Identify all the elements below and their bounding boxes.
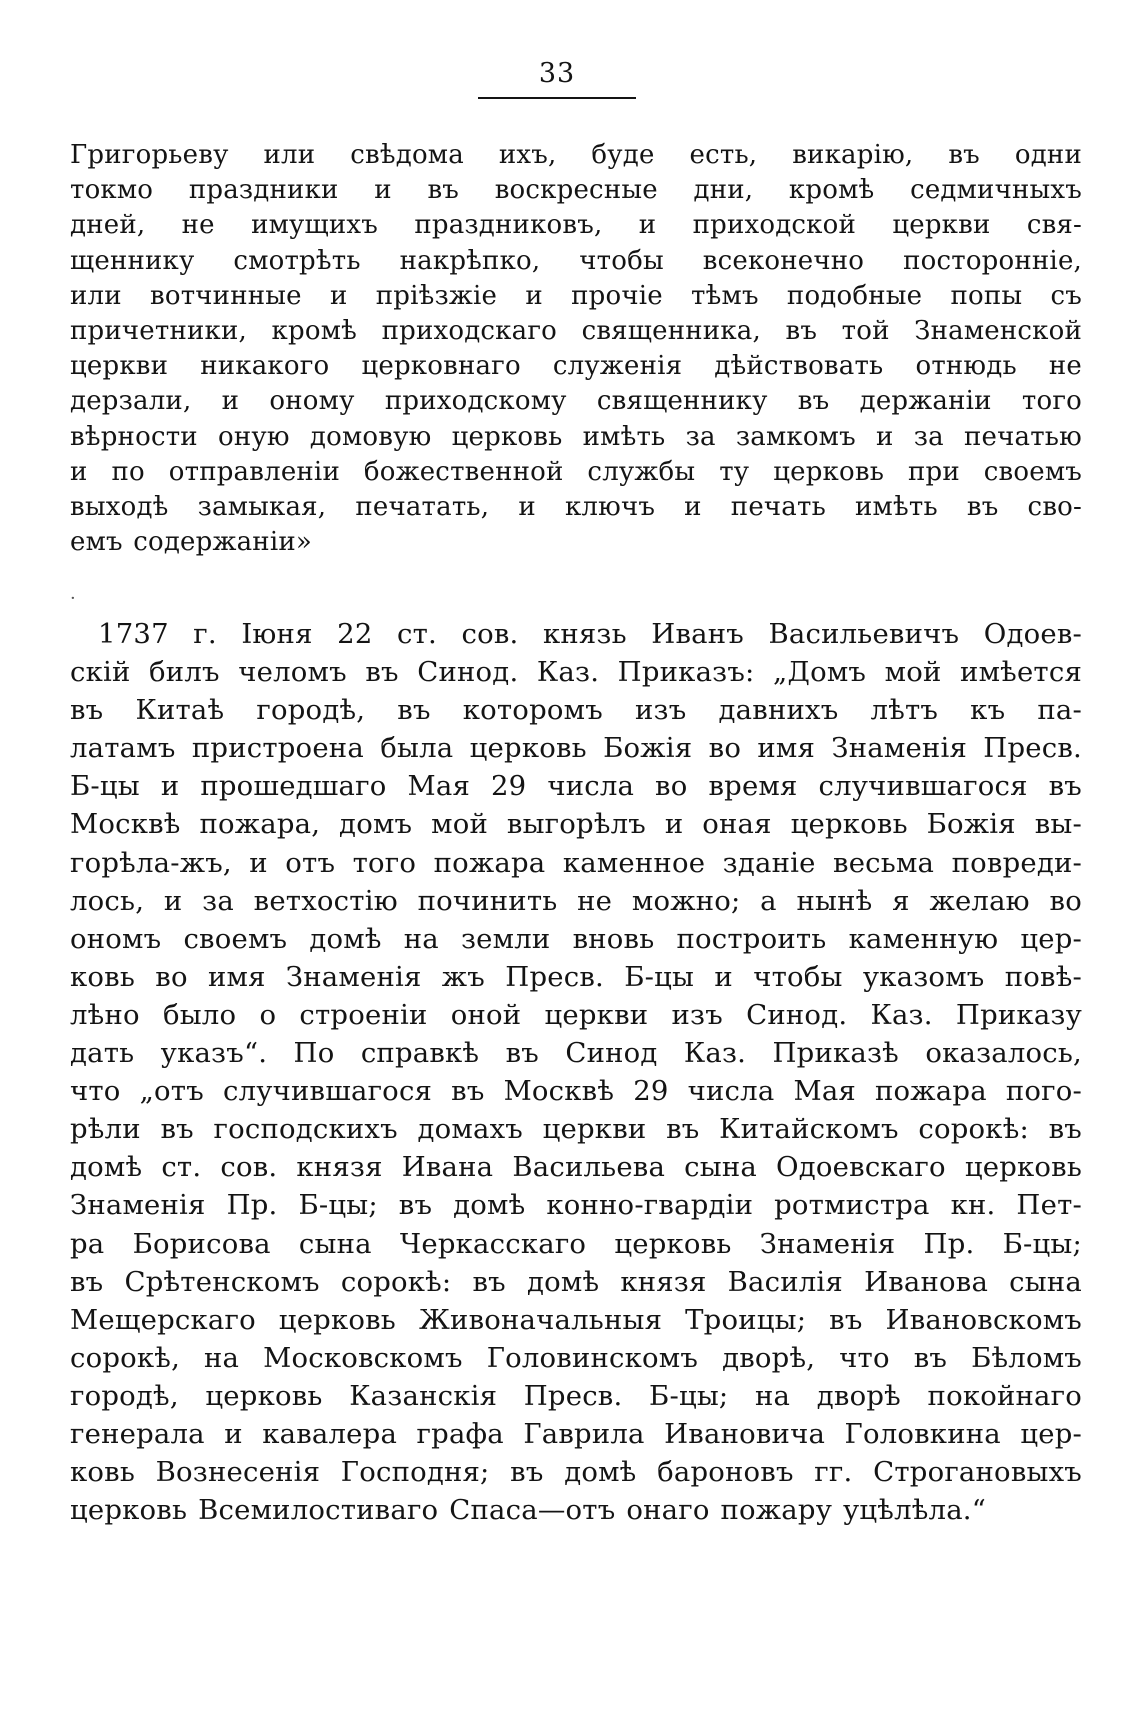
text-line: дней, не имущихъ праздниковъ, и приходской церкви свя- <box>70 210 1082 241</box>
text-line: или вотчинные и пріѣзжіе и прочіе тѣмъ подобные попы съ <box>70 280 1082 311</box>
text-line: емъ содержаніи» <box>70 527 312 558</box>
text-line: Б-цы и прошедшаго Мая 29 числа во время случившагося въ <box>70 770 1082 803</box>
text-line: ковь во имя Знаменія жъ Пресв. Б-цы и чтобы указомъ повѣ- <box>70 960 1082 993</box>
text-line: выходѣ замыкая, печатать, и ключъ и печать имѣть въ сво- <box>70 492 1082 523</box>
text-line: и по отправленіи божественной службы ту церковь при своемъ <box>70 456 1082 487</box>
text-line: 1737 г. Іюня 22 ст. сов. князь Иванъ Васильевичъ Одоев- <box>98 618 1082 650</box>
text-line: сорокѣ, на Московскомъ Головинскомъ дворѣ, что въ Бѣломъ <box>70 1341 1082 1374</box>
text-line: скій билъ челомъ въ Синод. Каз. Приказъ: „Домъ мой имѣется <box>70 656 1082 689</box>
text-line: Знаменія Пр. Б-цы; въ домѣ конно-гвардіи ротмистра кн. Пет- <box>70 1189 1082 1222</box>
paragraph-2 <box>70 615 1082 1529</box>
text-line: церковь Всемилостиваго Спаса—отъ онаго пожару уцѣлѣла.“ <box>70 1494 986 1527</box>
text-line: лось, и за ветхостію починить не можно; а нынѣ я желаю во <box>70 884 1082 917</box>
text-line: дерзали, и оному приходскому священнику въ держаніи того <box>70 386 1082 417</box>
text-line: что „отъ случившагося въ Москвѣ 29 числа Мая пожара пого- <box>70 1075 1082 1108</box>
text-line: латамъ пристроена была церковь Божія во имя Знаменія Пресв. <box>70 732 1082 765</box>
text-line: городѣ, церковь Казанскія Пресв. Б-цы; на дворѣ покойнаго <box>70 1379 1082 1412</box>
text-line: рѣли въ господскихъ домахъ церкви въ Китайскомъ сорокѣ: въ <box>70 1113 1082 1146</box>
text-line: лѣно было о строеніи оной церкви изъ Синод. Каз. Приказу <box>70 998 1082 1031</box>
text-line: въ Срѣтенскомъ сорокѣ: въ домѣ князя Василія Иванова сына <box>70 1265 1082 1298</box>
text-line: причетники, кромѣ приходскаго священника, въ той Знаменской <box>70 316 1082 347</box>
paragraph-1 <box>70 138 1082 560</box>
page-number-rule <box>478 97 636 99</box>
text-line: Москвѣ пожара, домъ мой выгорѣлъ и оная церковь Божія вы- <box>70 808 1082 841</box>
text-line: Григорьеву или свѣдома ихъ, буде есть, викарію, въ одни <box>70 140 1082 170</box>
text-line: щеннику смотрѣть накрѣпко, чтобы всеконечно посторонніе, <box>70 245 1082 276</box>
text-line: ономъ своемъ домѣ на земли вновь построить каменную цер- <box>70 922 1082 955</box>
text-line: ковь Вознесенія Господня; въ домѣ бароновъ гг. Строгановыхъ <box>70 1456 1082 1489</box>
text-line: горѣла-жъ, и отъ того пожара каменное зданіе весьма повреди- <box>70 846 1082 879</box>
page-number: 33 <box>538 58 576 89</box>
text-line: Мещерскаго церковь Живоначальныя Троицы; въ Ивановскомъ <box>70 1303 1082 1336</box>
ink-speck: · <box>70 588 76 609</box>
text-line: токмо праздники и въ воскресные дни, кромѣ седмичныхъ <box>70 175 1082 206</box>
text-line: домѣ ст. сов. князя Ивана Васильева сына Одоевскаго церковь <box>70 1151 1082 1184</box>
text-line: въ Китаѣ городѣ, въ которомъ изъ давнихъ лѣтъ къ па- <box>70 694 1082 727</box>
text-line: дать указъ“. По справкѣ въ Синод Каз. Приказѣ оказалось, <box>70 1037 1082 1070</box>
text-line: ра Борисова сына Черкасскаго церковь Знаменія Пр. Б-цы; <box>70 1227 1082 1260</box>
text-line: генерала и кавалера графа Гаврила Ивановича Головкина цер- <box>70 1417 1082 1450</box>
text-line: вѣрности оную домовую церковь имѣть за замкомъ и за печатью <box>70 421 1082 452</box>
text-line: церкви никакого церковнаго служенія дѣйствовать отнюдь не <box>70 351 1082 382</box>
